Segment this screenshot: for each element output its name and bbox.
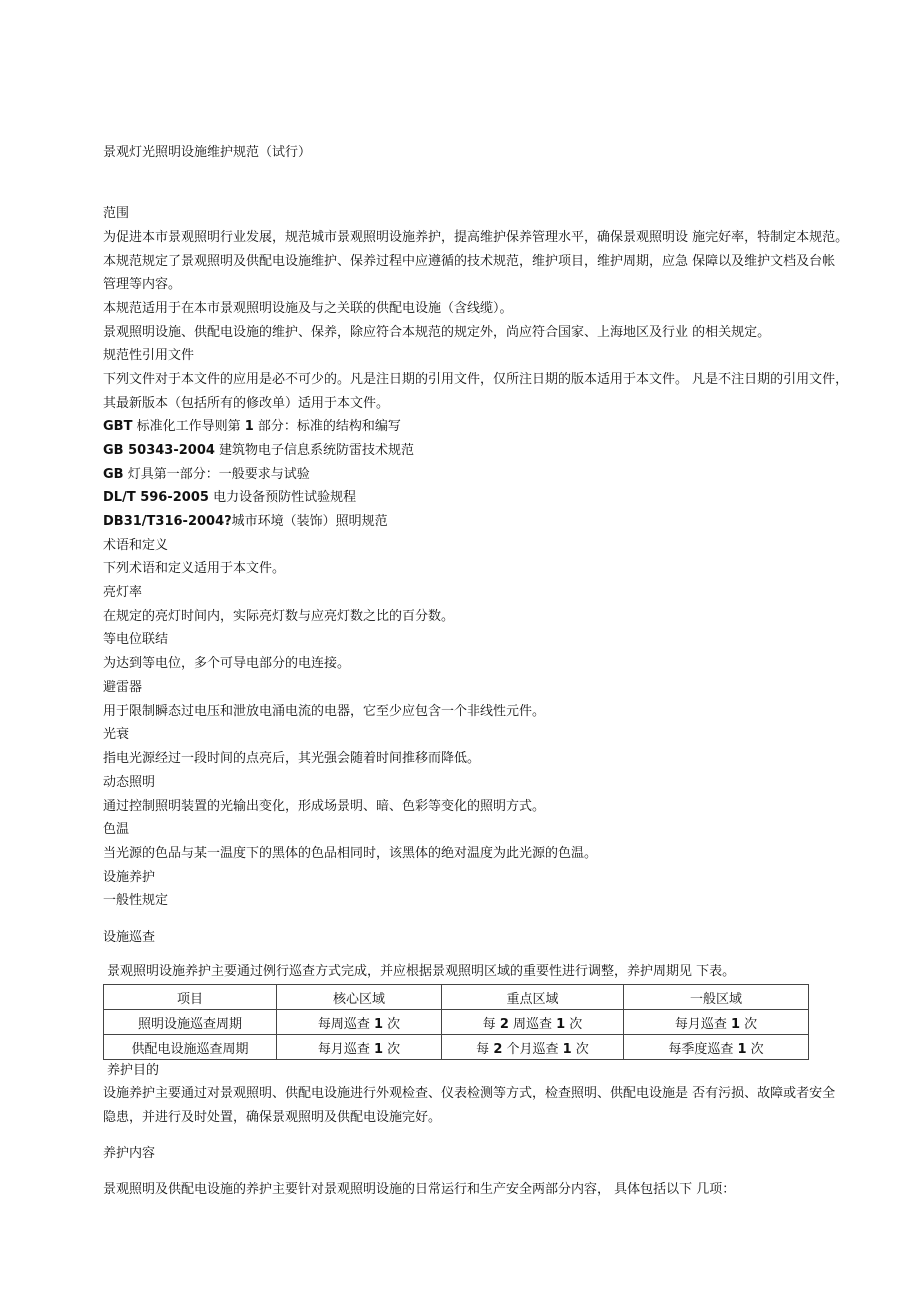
reference-code: GBT: [103, 419, 133, 434]
term-definition: 指电光源经过一段时间的点亮后，其光强会随着时间推移而降低。: [103, 751, 481, 766]
table-header-row: [104, 985, 809, 1010]
cell-text: 次: [571, 1041, 589, 1057]
reference-name: 建筑物电子信息系统防雷技术规范: [214, 443, 415, 458]
table-cell: [624, 1010, 809, 1035]
paragraph: 设施养护主要通过对景观照明、供配电设施进行外观检查、仪表检测等方式，检查照明、供配电设施是 否有污损、故障或者安全: [103, 1086, 836, 1101]
term-definition: 通过控制照明装置的光输出变化，形成场景明、暗、色彩等变化的照明方式。: [103, 799, 546, 814]
cell-text: 个月巡查: [502, 1041, 563, 1057]
table-row: [104, 1035, 809, 1060]
term-heading: 色温: [103, 822, 130, 837]
reference-part-number: 1: [244, 419, 254, 434]
cell-number: 1: [730, 1016, 741, 1032]
section-heading-purpose: 养护目的: [107, 1063, 160, 1078]
reference-name: 电力设备预防性试验规程: [208, 490, 357, 505]
paragraph: 管理等内容。: [103, 277, 182, 292]
cell-text: 次: [740, 1016, 758, 1032]
cell-text: 每周巡查: [317, 1016, 374, 1032]
section-heading-refs: 规范性引用文件: [103, 348, 195, 363]
cell-number: 1: [737, 1041, 747, 1057]
table-row: [104, 1010, 809, 1035]
term-heading: 避雷器: [103, 680, 143, 695]
table-cell: 照明设施巡查周期: [104, 1010, 277, 1035]
table-header-cell: 核心区域: [277, 985, 442, 1010]
section-heading-patrol: 设施巡查: [103, 930, 156, 945]
reference-code: DL/T 596-2005: [103, 490, 209, 505]
reference-name: 城市环境（装饰）照明规范: [231, 514, 388, 529]
term-heading: 等电位联结: [103, 632, 169, 647]
reference-name: 灯具第一部分：一般要求与试验: [123, 467, 310, 482]
reference-code: GB 50343-2004: [103, 443, 215, 458]
paragraph: 景观照明及供配电设施的养护主要针对景观照明设施的日常运行和生产安全两部分内容， 具体包括以下 几项：: [103, 1182, 736, 1197]
table-header-cell: 重点区域: [442, 985, 624, 1010]
paragraph: 下列文件对于本文件的应用是必不可少的。凡是注日期的引用文件，仅所注日期的版本适用于本文件。 凡是不注日期的引用文件，: [103, 372, 849, 387]
reference-name-rest: 部分：标准的结构和编写: [253, 419, 401, 434]
paragraph: 为促进本市景观照明行业发展，规范城市景观照明设施养护，提高维护保养管理水平，确保景观照明设 施完好率，特制定本规范。: [103, 230, 849, 245]
term-definition: 为达到等电位，多个可导电部分的电连接。: [103, 656, 351, 671]
paragraph: 本规范规定了景观照明及供配电设施维护、保养过程中应遵循的技术规范，维护项目，维护周期，应急 保障以及维护文档及台帐: [103, 254, 836, 269]
cell-text: 次: [565, 1016, 583, 1032]
term-heading: 亮灯率: [103, 585, 143, 600]
cell-number: 1: [556, 1016, 566, 1032]
reference-item: [103, 418, 401, 436]
term-definition: 用于限制瞬态过电压和泄放电涌电流的电器，它至少应包含一个非线性元件。: [103, 704, 546, 719]
cell-text: 次: [383, 1041, 401, 1057]
table-cell: [442, 1035, 624, 1060]
document-title: 景观灯光照明设施维护规范（试行）: [103, 145, 312, 160]
section-heading-maintenance: 设施养护: [103, 870, 156, 885]
cell-text: 每月巡查: [317, 1041, 374, 1057]
table-cell: [277, 1035, 442, 1060]
cell-text: 每月巡查: [674, 1016, 731, 1032]
paragraph: 本规范适用于在本市景观照明设施及与之关联的供配电设施（含线缆）。: [103, 301, 513, 316]
reference-item: [103, 489, 356, 507]
patrol-cycle-table: [103, 984, 809, 1060]
table-cell: [624, 1035, 809, 1060]
section-heading-scope: 范围: [103, 206, 130, 221]
cell-text: 周巡查: [508, 1016, 557, 1032]
cell-number: 1: [373, 1016, 384, 1032]
reference-code: DB31/T316-2004?: [103, 514, 232, 529]
cell-text: 每: [482, 1016, 500, 1032]
table-header-cell: 一般区域: [624, 985, 809, 1010]
table-cell: 供配电设施巡查周期: [104, 1035, 277, 1060]
paragraph: 景观照明设施养护主要通过例行巡查方式完成，并应根据景观照明区域的重要性进行调整，养护周期见 下表。: [107, 964, 736, 979]
reference-item: [103, 466, 310, 484]
table-header-cell: 项目: [104, 985, 277, 1010]
term-definition: 当光源的色品与某一温度下的黑体的色品相同时，该黑体的绝对温度为此光源的色温。: [103, 846, 598, 861]
section-heading-general: 一般性规定: [103, 893, 169, 908]
paragraph: 隐患，并进行及时处置，确保景观照明及供配电设施完好。: [103, 1110, 442, 1125]
section-heading-content: 养护内容: [103, 1146, 156, 1161]
paragraph: 其最新版本（包括所有的修改单）适用于本文件。: [103, 396, 390, 411]
term-heading: 动态照明: [103, 775, 156, 790]
cell-number: 2: [499, 1016, 509, 1032]
cell-number: 2: [493, 1041, 503, 1057]
paragraph: 景观照明设施、供配电设施的维护、保养，除应符合本规范的规定外，尚应符合国家、上海地区及行业 的相关规定。: [103, 325, 771, 340]
reference-item: [103, 442, 414, 460]
reference-item: [103, 513, 388, 531]
cell-text: 次: [746, 1041, 764, 1057]
reference-name: 标准化工作导则第: [132, 419, 245, 434]
paragraph: 下列术语和定义适用于本文件。: [103, 561, 286, 576]
reference-code: GB: [103, 467, 124, 482]
cell-number: 1: [373, 1041, 384, 1057]
table-cell: [442, 1010, 624, 1035]
cell-text: 次: [383, 1016, 401, 1032]
section-heading-terms: 术语和定义: [103, 538, 169, 553]
term-definition: 在规定的亮灯时间内，实际亮灯数与应亮灯数之比的百分数。: [103, 609, 455, 624]
table-cell: [277, 1010, 442, 1035]
cell-text: 每季度巡查: [668, 1041, 738, 1057]
term-heading: 光衰: [103, 727, 130, 742]
cell-text: 每: [476, 1041, 494, 1057]
cell-number: 1: [562, 1041, 572, 1057]
